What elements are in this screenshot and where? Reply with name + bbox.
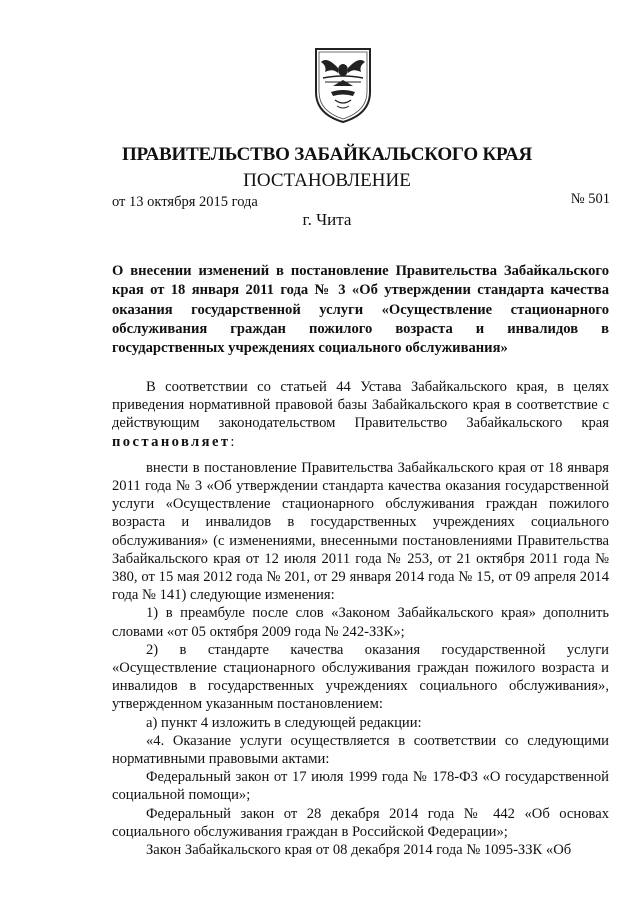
document-date: от 13 октября 2015 года — [112, 194, 258, 210]
decree-word: постановляет — [112, 433, 231, 450]
government-title: ПРАВИТЕЛЬСТВО ЗАБАЙКАЛЬСКОГО КРАЯ — [121, 144, 533, 165]
body-paragraph: 1) в преамбуле после слов «Законом Забайкальского края» дополнить словами «от 05 октября 2009 года № 242-ЗЗК»; — [112, 605, 609, 640]
body-paragraph: 2) в стандарте качества оказания государственной услуги «Осуществление стационарного обслуживания граждан пожилого возраста и инвалидов в государственных учреждениях социального обслуживания», утвержденном указанным постановлением: — [112, 641, 609, 713]
document-kind: ПОСТАНОВЛЕНИЕ — [243, 170, 411, 191]
coat-of-arms-icon — [313, 46, 373, 124]
document-heading: О внесении изменений в постановление Правительства Забайкальского края от 18 января 2011 года № 3 «Об утверждении стандарта качества оказания государственной услуги «Осуществление стационарного обслуживания граждан пожилого возраста и инвалидов в государственных учреждениях социального обслуживания» — [112, 263, 609, 357]
decree-colon: : — [230, 433, 235, 450]
body-paragraph: «4. Оказание услуги осуществляется в соответствии со следующими нормативными правовыми актами: — [112, 732, 609, 768]
body-paragraph: Закон Забайкальского края от 08 декабря 2014 года № 1095-ЗЗК «Об — [146, 842, 572, 859]
preamble-paragraph — [112, 378, 609, 451]
preamble-text: В соответствии со статьей 44 Устава Забайкальского края, в целях приведения нормативной правовой базы Забайкальского края в соответствие с действующим законодательством Правительство Забайкальского края — [112, 379, 609, 432]
body-paragraph: а) пункт 4 изложить в следующей редакции: — [146, 714, 422, 731]
body-paragraph: Федеральный закон от 28 декабря 2014 года № 442 «Об основах социального обслуживания граждан в Российской Федерации»; — [112, 805, 609, 840]
body-paragraph: Федеральный закон от 17 июля 1999 года № 178-ФЗ «О государственной социальной помощи»; — [112, 769, 609, 804]
body-paragraph: внести в постановление Правительства Забайкальского края от 18 января 2011 года № 3 «Об утверждении стандарта качества оказания государственной услуги «Осуществление стационарного обслуживания граждан пожилого возраста и инвалидов в государственных учреждениях социального обслуживания» (с изменениями, внесенными постановлениями Правительства Забайкальского края от 12 июля 2011 года № 253, от 21 октября 2011 года № 380, от 15 мая 2012 года № 201, от 29 января 2014 года № 15, от 09 апреля 2014 года № 141) следующие изменения: — [112, 459, 609, 604]
document-number: № 501 — [570, 191, 610, 207]
document-city: г. Чита — [302, 210, 352, 229]
document-body — [112, 378, 609, 859]
